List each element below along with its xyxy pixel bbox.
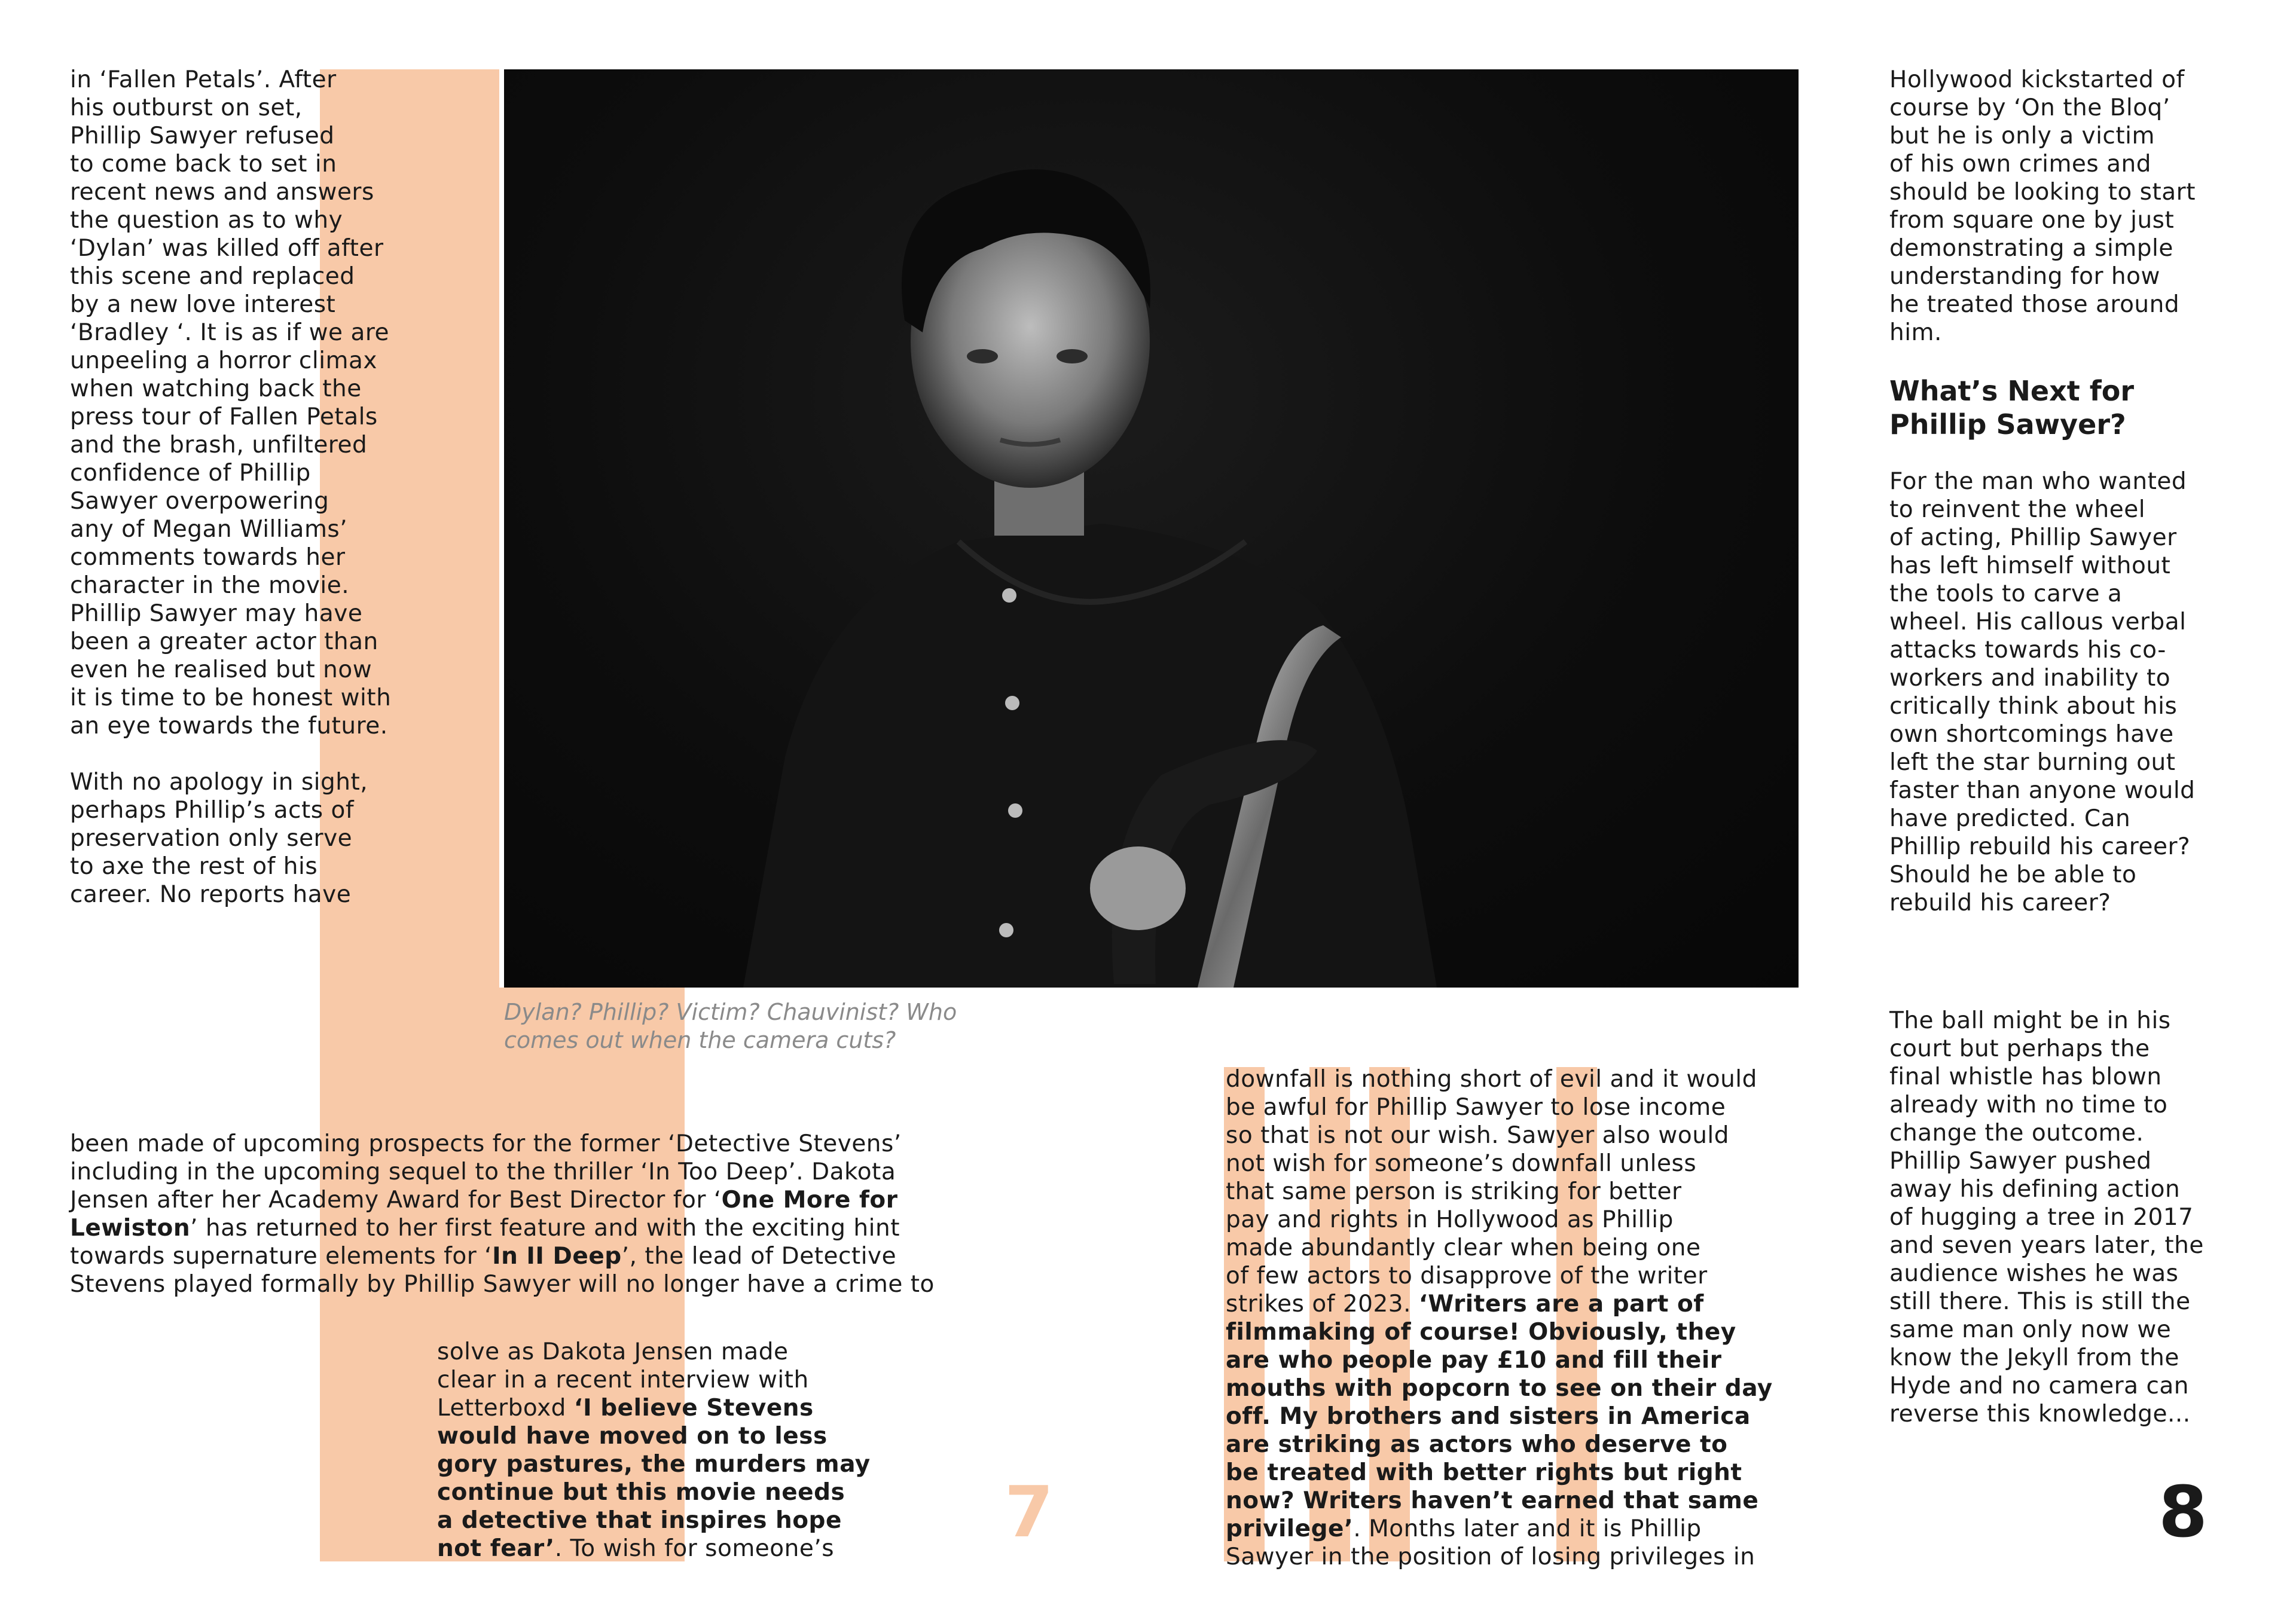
portrait-photo [504, 69, 1799, 988]
lower-text-1: solve as Dakota Jensen made clear in a recent interview with Letterboxd [437, 1338, 809, 1422]
middle-text-1: downfall is nothing short of evil and it would be awful for Phillip Sawyer to lose income so that is not our wish. Sawyer also would not wish for someone’s downfall unless that same person is striking for better pay and rights in Hollywood as Phillip made abundantly clear when being one of few actors to disapprove of the writer strikes of 2023. [1226, 1066, 1757, 1318]
page-number-7: 7 [1004, 1471, 1054, 1553]
wide-bold-2: In II Deep [492, 1243, 622, 1270]
wide-text-2: ’ has returned to her first feature and with the exciting hint towards supernature elements for ‘ [70, 1215, 900, 1270]
article-middle-column [1226, 1065, 1848, 1571]
wide-bold-1: One More for Lewiston [70, 1187, 898, 1242]
article-right-column-top: Hollywood kickstarted of course by ‘On the Bloq’ but he is only a victim of his own crimes and should be looking to start from square one by just demonstrating a simple understanding for how he treated those around him. [1889, 66, 2196, 346]
middle-text-2: . Months later and it is Phillip Sawyer in the position of losing privileges in [1226, 1515, 1755, 1570]
article-right-column-middle: For the man who wanted to reinvent the wheel of acting, Phillip Sawyer has left himself without the tools to carve a wheel. His callous verbal attacks towards his co- workers and inability to critically think about his own shortcomings have left the star burning out faster than anyone would have predicted. Can Phillip rebuild his career? Should he be able to rebuild his career? [1889, 468, 2196, 916]
wide-text-1: been made of upcoming prospects for the former ‘Detective Stevens’ including in the upcoming sequel to the thriller ‘In Too Deep’. Dakota Jensen after her Academy Award for Best Director for ‘ [70, 1130, 902, 1214]
lower-text-2: . To wish for someone’s [554, 1535, 835, 1562]
photo-caption: Dylan? Phillip? Victim? Chauvinist? Who comes out when the camera cuts? [504, 999, 957, 1053]
article-wide-paragraph [70, 1130, 1086, 1298]
article-right-column-bottom: The ball might be in his court but perhaps the final whistle has blown already with no time to change the outcome. Phillip Sawyer pushed away his defining action of hugging a tree in 2017 and seven years later, the audience wishes he was still there. This is still the same man only now we know the Jekyll from the Hyde and no camera can reverse this knowledge... [1889, 1007, 2204, 1428]
middle-bold-quote: ‘Writers are a part of filmmaking of course! Obviously, they are who people pay £10 and fill their mouths with popcorn to see on their day off. My brothers and sisters in America are striking as actors who deserve to be treated with better rights but right now? Writers haven’t earned that same privilege’ [1226, 1291, 1773, 1542]
portrait-illustration [504, 69, 1799, 988]
article-lower-paragraph [437, 1338, 975, 1563]
article-column-1: in ‘Fallen Petals’. After his outburst on set, Phillip Sawyer refused to come back to set in recent news and answers the question as to why ‘Dylan’ was killed off after this scene and replaced by a new love interest ‘Bradley ‘. It is as if we are unpeeling a horror climax when watching back the press tour of Fallen Petals and the brash, unfiltered confidence of Phillip Sawyer overpowering any of Megan Williams’ comments towards her character in the movie. Phillip Sawyer may have been a greater actor than even he realised but now it is time to be honest with an eye towards the future. With no apology in sight, perhaps Phillip’s acts of preservation only serve to axe the rest of his career. No reports have [70, 66, 392, 908]
page-number-8: 8 [2158, 1471, 2208, 1553]
lower-bold-quote: ‘I believe Stevens would have moved on to less gory pastures, the murders may continue but this movie needs a detective that inspires hope not fear’ [437, 1395, 871, 1562]
section-heading: What’s Next for Phillip Sawyer? [1889, 375, 2135, 441]
wide-text-3: ’, the lead of Detective Stevens played formally by Phillip Sawyer will no longer have a crime to [70, 1243, 935, 1298]
